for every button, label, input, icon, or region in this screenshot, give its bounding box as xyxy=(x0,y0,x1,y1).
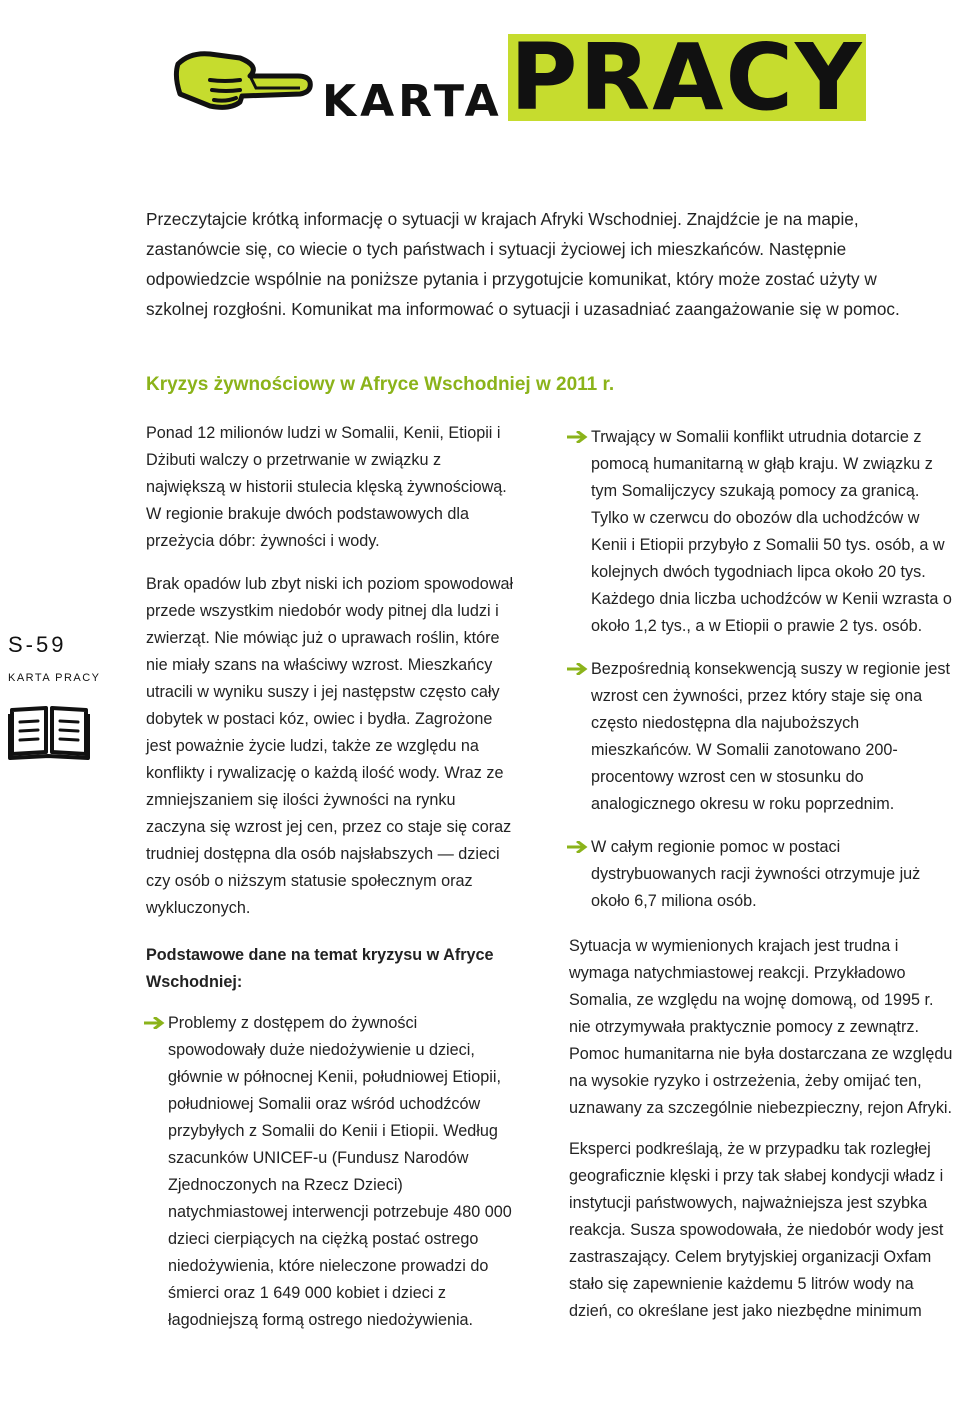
subheading: Podstawowe dane na temat kryzysu w Afryce Wschodniej: xyxy=(146,946,494,991)
bullet-item xyxy=(569,834,959,915)
worksheet-label: KARTA PRACY xyxy=(8,672,101,684)
section-title: Kryzys żywnościowy w Afryce Wschodniej w 2011 r. xyxy=(146,374,615,395)
right-column xyxy=(569,424,959,1339)
paragraph: Sytuacja w wymienionych krajach jest trudna i wymaga natychmiastowej reakcji. Przykładowo Somalia, ze względu na wojnę domową, od 1995 r. nie otrzymywała praktycznie pomocy z zewnątrz. Pomoc humanitarna nie była dostarczana ze względu na wysokie ryzyko i ostrzeżenia, żeby omijać ten, uznawany za szczególnie niebezpieczny, rejon Afryki. xyxy=(569,937,953,1117)
sidebar xyxy=(8,632,108,764)
title-pracy xyxy=(508,24,870,131)
pointing-hand-icon xyxy=(170,36,320,126)
title-pracy-text: PRACY xyxy=(510,24,864,131)
worksheet-code: S-59 xyxy=(8,632,67,657)
bullet-text: Trwający w Somalii konflikt utrudnia dotarcie z pomocą humanitarną w głąb kraju. W związku z tym Somalijczycy szukają pomocy za granicą. Tylko w czerwcu do obozów dla uchodźców w Kenii i Etiopii przybyło z Somalii 50 tys. osób, a w kolejnych dwóch tygodniach lipca około 20 tys. Każdego dnia liczba uchodźców w Kenii wzrasta o około 1,2 tys., a w Etiopii o prawie 2 tys. osób. xyxy=(591,428,952,635)
bullet-text: W całym regionie pomoc w postaci dystrybuowanych racji żywności otrzymuje już około 6,7 miliona osób. xyxy=(591,838,921,910)
paragraph: Ponad 12 milionów ludzi w Somalii, Kenii, Etiopii i Dżibuti walczy o przetrwanie w związku z największą w historii stulecia klęską żywnościową. W regionie brakuje dwóch podstawowych dla przeżycia dóbr: żywności i wody. xyxy=(146,424,507,550)
title-karta: KARTA xyxy=(322,76,503,127)
bullet-text: Problemy z dostępem do żywności spowodowały duże niedożywienie u dzieci, głównie w północnej Kenii, południowej Etiopii, południowej Somalii oraz wśród uchodźców przybyłych z Somalii do Kenii i Etiopii. Według szacunków UNICEF-u (Fundusz Narodów Zjednoczonych na Rzecz Dzieci) natychmiastowej interwencji potrzebuje 480 000 dzieci cierpiących na ciężką postać ostrego niedożywienia, które nieleczone prowadzi do śmierci oraz 1 649 000 kobiet i dzieci z łagodniejszą formą ostrego niedożywienia. xyxy=(168,1014,512,1329)
paragraph: Brak opadów lub zbyt niski ich poziom spowodował przede wszystkim niedobór wody pitnej dla ludzi i zwierząt. Nie mówiąc już o uprawach roślin, które nie miały szans na właściwy wzrost. Mieszkańcy utracili w wyniku suszy i jej następstw często cały dobytek w postaci kóz, owiec i bydła. Zagrożone jest poważnie życie ludzi, także ze względu na konflikty i rywalizację o każdą ilość wody. Wraz ze zmniejszaniem się ilości żywności na rynku zaczyna się wzrost jej cen, przez co staje się coraz trudniej dostępna dla osób najsłabszych — dzieci czy osób o niższym statusie społecznym oraz wykluczonych. xyxy=(146,575,514,917)
book-icon xyxy=(8,700,90,760)
left-column xyxy=(146,420,516,1350)
arrow-bullet-icon xyxy=(567,841,589,853)
intro-text: Przeczytajcie krótką informację o sytuacji w krajach Afryki Wschodniej. Znajdźcie je na mapie, zastanówcie się, co wiecie o tych państwach i sytuacji życiowej ich mieszkańców. Następnie odpowiedzcie wspólnie na poniższe pytania i przygotujcie komunikat, który może zostać użyty w szkolnej rozgłośni. Komunikat ma informować o sytuacji i uzasadniać zaangażowanie się w pomoc. xyxy=(146,209,900,319)
bullet-item xyxy=(569,656,959,818)
page-header xyxy=(170,18,930,138)
paragraph: Eksperci podkreślają, że w przypadku tak rozległej geograficznie klęski i przy tak słabej kondycji władz i instytucji państwowych, najważniejsza jest szybka reakcja. Susza spowodowała, że niedobór wody jest zastraszający. Celem brytyjskiej organizacji Oxfam stało się zapewnienie każdemu 5 litrów wody na dzień, co określane jest jako niezbędne minimum xyxy=(569,1140,944,1320)
arrow-bullet-icon xyxy=(567,431,589,443)
bullet-item xyxy=(146,1010,516,1334)
bullet-item xyxy=(569,424,959,640)
arrow-bullet-icon xyxy=(144,1017,166,1029)
arrow-bullet-icon xyxy=(567,663,589,675)
bullet-text: Bezpośrednią konsekwencją suszy w regionie jest wzrost cen żywności, przez który staje się ona często niedostępna dla najuboższych mieszkańców. W Somalii zanotowano 200-procentowy wzrost cen w stosunku do analogicznego okresu w roku poprzednim. xyxy=(591,660,951,813)
